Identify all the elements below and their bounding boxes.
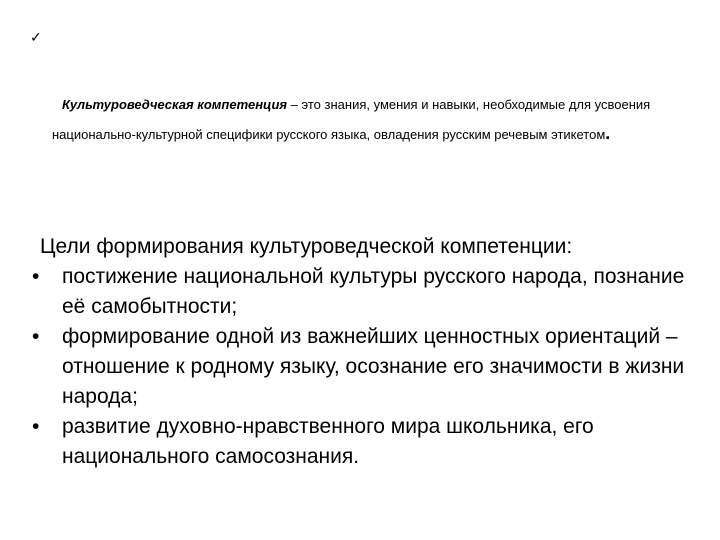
goals-list-item xyxy=(30,322,710,412)
definition-text-line2: национально-культурной специфики русского языка, овладения русским речевым этикетом xyxy=(52,127,606,142)
goals-list-item xyxy=(30,412,710,472)
definition-term: Культуроведческая компетенция xyxy=(62,97,288,112)
goals-item-text: развитие духовно-нравственного мира школьника, его национального самосознания. xyxy=(62,415,594,468)
goals-item-text: постижение национальной культуры русского народа, познание её самобытности; xyxy=(62,265,685,318)
goals-section xyxy=(30,232,710,472)
bullet-icon: • xyxy=(32,415,40,438)
definition-line2 xyxy=(52,119,702,149)
bullet-icon: • xyxy=(32,265,40,288)
goals-list-item xyxy=(30,262,710,322)
checkmark-bullet-icon: ✓ xyxy=(30,30,42,46)
goals-title: Цели формирования культуроведческой компетенции: xyxy=(40,235,573,258)
bullet-icon: • xyxy=(32,325,40,348)
definition-text-line1: – это знания, умения и навыки, необходимые для усвоения xyxy=(287,97,651,112)
definition-paragraph xyxy=(52,90,702,149)
goals-list xyxy=(30,262,710,472)
goals-item-text: формирование одной из важнейших ценностных ориентаций – отношение к родному языку, осознание его значимости в жизни народа; xyxy=(62,325,685,408)
definition-period: . xyxy=(605,123,611,143)
